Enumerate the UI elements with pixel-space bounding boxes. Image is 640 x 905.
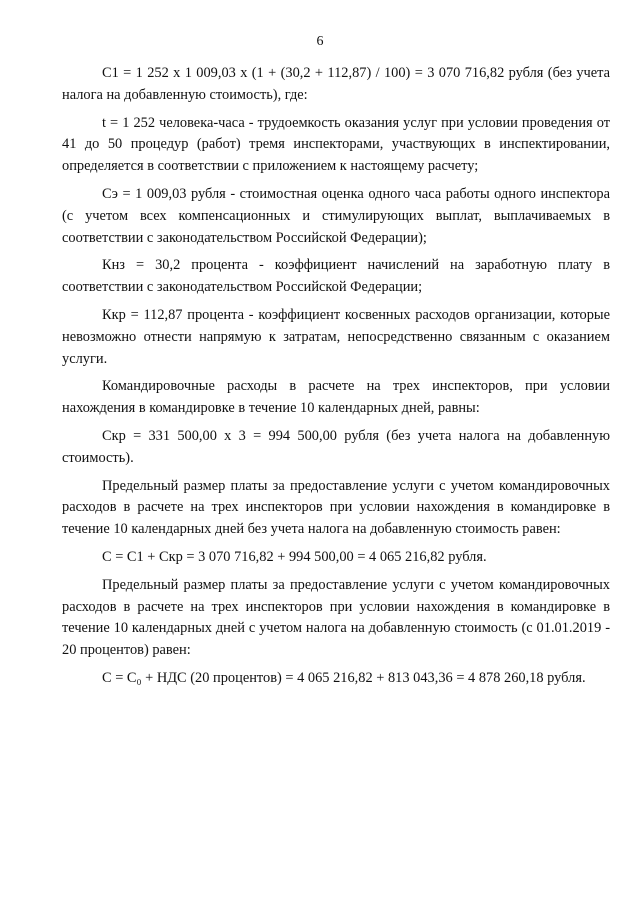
travel-expenses-paragraph: Командировочные расходы в расчете на трех инспекторов, при условии нахождения в командировке в течение 10 календарных дней, равны: <box>62 378 610 417</box>
labor-intensity-paragraph: t = 1 252 человека-часа - трудоемкость оказания услуг при условии проведения от 41 до 50 процедур (работ) тремя инспекторами, участвующих в инспектировании, определяется в соответствии с приложением к настоящему расчету; <box>62 114 610 175</box>
max-fee-with-vat-paragraph: Предельный размер платы за предоставление услуги с учетом командировочных расходов в расчете на трех инспекторов при условии нахождения в командировке в течение 10 календарных дней с учетом налога на добавленную стоимость (с 01.01.2019 - 20 процентов) равен: <box>62 576 610 659</box>
formula-total-without-vat: С = С1 + Скр = 3 070 716,82 + 994 500,00 = 4 065 216,82 рубля. <box>102 548 487 565</box>
hour-cost-paragraph: Сэ = 1 009,03 рубля - стоимостная оценка одного часа работы одного инспектора (с учетом всех компенсационных и стимулирующих выплат, выплачиваемых в соответствии с законодательством Российской Федерации); <box>62 185 610 246</box>
document-body <box>62 63 610 696</box>
formula-c1-paragraph: С1 = 1 252 х 1 009,03 х (1 + (30,2 + 112,87) / 100) = 3 070 716,82 рубля (без учета налога на добавленную стоимость), где: <box>62 65 610 103</box>
max-fee-without-vat-paragraph: Предельный размер платы за предоставление услуги с учетом командировочных расходов в расчете на трех инспекторов при условии нахождения в командировке в течение 10 календарных дней без учета налога на добавленную стоимость равен: <box>62 477 610 538</box>
formula-total-with-vat: С = С₀ + НДС (20 процентов) = 4 065 216,82 + 813 043,36 = 4 878 260,18 рубля. <box>102 669 586 686</box>
payroll-coefficient-paragraph: Кнз = 30,2 процента - коэффициент начислений на заработную плату в соответствии с законодательством Российской Федерации; <box>62 257 610 296</box>
overhead-coefficient-paragraph: Ккр = 112,87 процента - коэффициент косвенных расходов организации, которые невозможно отнести напрямую к затратам, непосредственно связанным с оказанием услуги. <box>62 306 610 367</box>
formula-travel-paragraph: Скр = 331 500,00 х 3 = 994 500,00 рубля (без учета налога на добавленную стоимость). <box>62 427 610 466</box>
page-number: 6 <box>316 34 324 49</box>
